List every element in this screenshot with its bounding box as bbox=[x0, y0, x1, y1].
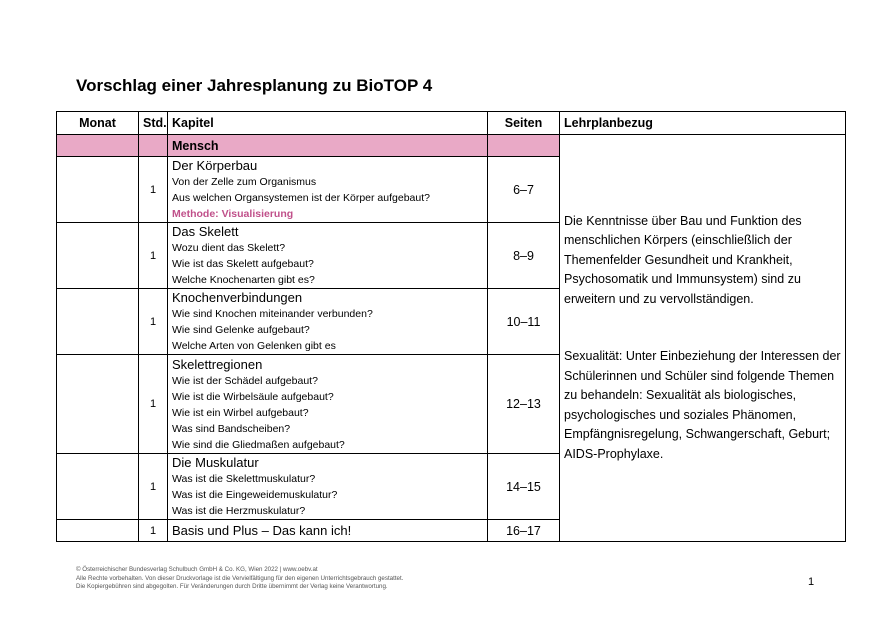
monat-cell bbox=[57, 520, 139, 542]
chapter-title: Der Körperbau bbox=[172, 158, 258, 173]
chapter-item: Was ist die Skelettmuskulatur? bbox=[172, 473, 316, 485]
monat-cell bbox=[57, 289, 139, 355]
column-header-monat: Monat bbox=[57, 112, 139, 135]
chapter-title: Die Muskulatur bbox=[172, 455, 259, 470]
monat-cell bbox=[57, 223, 139, 289]
section-std-cell bbox=[139, 135, 168, 157]
monat-cell bbox=[57, 355, 139, 454]
lehrplan-paragraph-1: Die Kenntnisse über Bau und Funktion des menschlichen Körpers (einschließlich der Themenfelder Gesundheit und Krankheit, Psychosomatik und Immunsystem) sind zu erweitern und zu vervollständigen. bbox=[564, 213, 802, 306]
chapter-cell bbox=[168, 454, 488, 520]
chapter-item: Wie sind die Gliedmaßen aufgebaut? bbox=[172, 438, 345, 451]
std-cell: 1 bbox=[139, 157, 168, 223]
year-plan-table bbox=[56, 111, 846, 542]
chapter-item: Wie sind Gelenke aufgebaut? bbox=[172, 324, 310, 336]
chapter-item: Wie ist der Schädel aufgebaut? bbox=[172, 374, 318, 387]
page-title: Vorschlag einer Jahresplanung zu BioTOP 4 bbox=[76, 76, 433, 95]
chapter-item: Welche Arten von Gelenken gibt es bbox=[172, 340, 336, 352]
chapter-item: Wozu dient das Skelett? bbox=[172, 242, 286, 254]
monat-cell bbox=[57, 454, 139, 520]
copyright-footer bbox=[76, 566, 403, 592]
pages-cell: 8–9 bbox=[488, 223, 560, 289]
chapter-cell bbox=[168, 520, 488, 542]
chapter-item: Wie ist ein Wirbel aufgebaut? bbox=[172, 406, 309, 419]
std-cell: 1 bbox=[139, 454, 168, 520]
footer-line: Alle Rechte vorbehalten. Von dieser Druckvorlage ist die Vervielfältigung für den eigenen Unterrichtsgebrauch gestattet. bbox=[76, 574, 404, 582]
column-header-seiten: Seiten bbox=[488, 112, 560, 135]
footer-line: © Österreichischer Bundesverlag Schulbuch GmbH & Co. KG, Wien 2022 | www.oebv.at bbox=[76, 566, 318, 573]
chapter-title: Knochenverbindungen bbox=[172, 290, 303, 305]
std-cell: 1 bbox=[139, 355, 168, 454]
chapter-title: Das Skelett bbox=[172, 224, 239, 239]
pages-cell: 6–7 bbox=[488, 157, 560, 223]
section-row bbox=[57, 135, 846, 157]
chapter-cell bbox=[168, 289, 488, 355]
section-monat-cell bbox=[57, 135, 139, 157]
chapter-item: Welche Knochenarten gibt es? bbox=[172, 274, 315, 286]
column-header-kapitel: Kapitel bbox=[168, 112, 488, 135]
pages-cell: 10–11 bbox=[488, 289, 560, 355]
chapter-item: Was ist die Herzmuskulatur? bbox=[172, 505, 306, 517]
lehrplan-cell bbox=[560, 135, 846, 542]
lehrplan-paragraph-2: Sexualität: Unter Einbeziehung der Interessen der Schülerinnen und Schüler sind folgende Themen zu behandeln: Sexualität als biologisches, psychologisches und soziales Phänomen, Empfängnisregelung, Schwangerschaft, Geburt; AIDS-Prophylaxe. bbox=[564, 349, 841, 461]
std-cell: 1 bbox=[139, 520, 168, 542]
method-label: Methode: Visualisierung bbox=[172, 208, 294, 220]
chapter-item: Wie ist die Wirbelsäule aufgebaut? bbox=[172, 390, 334, 403]
page-number: 1 bbox=[808, 576, 815, 588]
chapter-cell bbox=[168, 223, 488, 289]
pages-cell: 14–15 bbox=[488, 454, 560, 520]
chapter-cell bbox=[168, 355, 488, 454]
chapter-title: Basis und Plus – Das kann ich! bbox=[172, 523, 352, 538]
column-header-std: Std. bbox=[139, 112, 168, 135]
monat-cell bbox=[57, 157, 139, 223]
chapter-cell bbox=[168, 157, 488, 223]
footer-line: Die Kopiergebühren sind abgegolten. Für Veränderungen durch Dritte übernimmt der Verlag keine Verantwortung. bbox=[76, 583, 388, 590]
chapter-item: Von der Zelle zum Organismus bbox=[172, 176, 317, 188]
table-header-row bbox=[57, 112, 846, 135]
pages-cell: 16–17 bbox=[488, 520, 560, 542]
chapter-item: Was ist die Eingeweidemuskulatur? bbox=[172, 489, 338, 501]
section-seiten-cell bbox=[488, 135, 560, 157]
std-cell: 1 bbox=[139, 223, 168, 289]
chapter-item: Aus welchen Organsystemen ist der Körper aufgebaut? bbox=[172, 192, 430, 204]
column-header-lehrplan: Lehrplanbezug bbox=[560, 112, 846, 135]
chapter-item: Was sind Bandscheiben? bbox=[172, 422, 291, 435]
std-cell: 1 bbox=[139, 289, 168, 355]
chapter-item: Wie sind Knochen miteinander verbunden? bbox=[172, 308, 373, 320]
chapter-item: Wie ist das Skelett aufgebaut? bbox=[172, 258, 314, 270]
chapter-title: Skelettregionen bbox=[172, 356, 263, 372]
section-label: Mensch bbox=[168, 135, 488, 157]
pages-cell: 12–13 bbox=[488, 355, 560, 454]
